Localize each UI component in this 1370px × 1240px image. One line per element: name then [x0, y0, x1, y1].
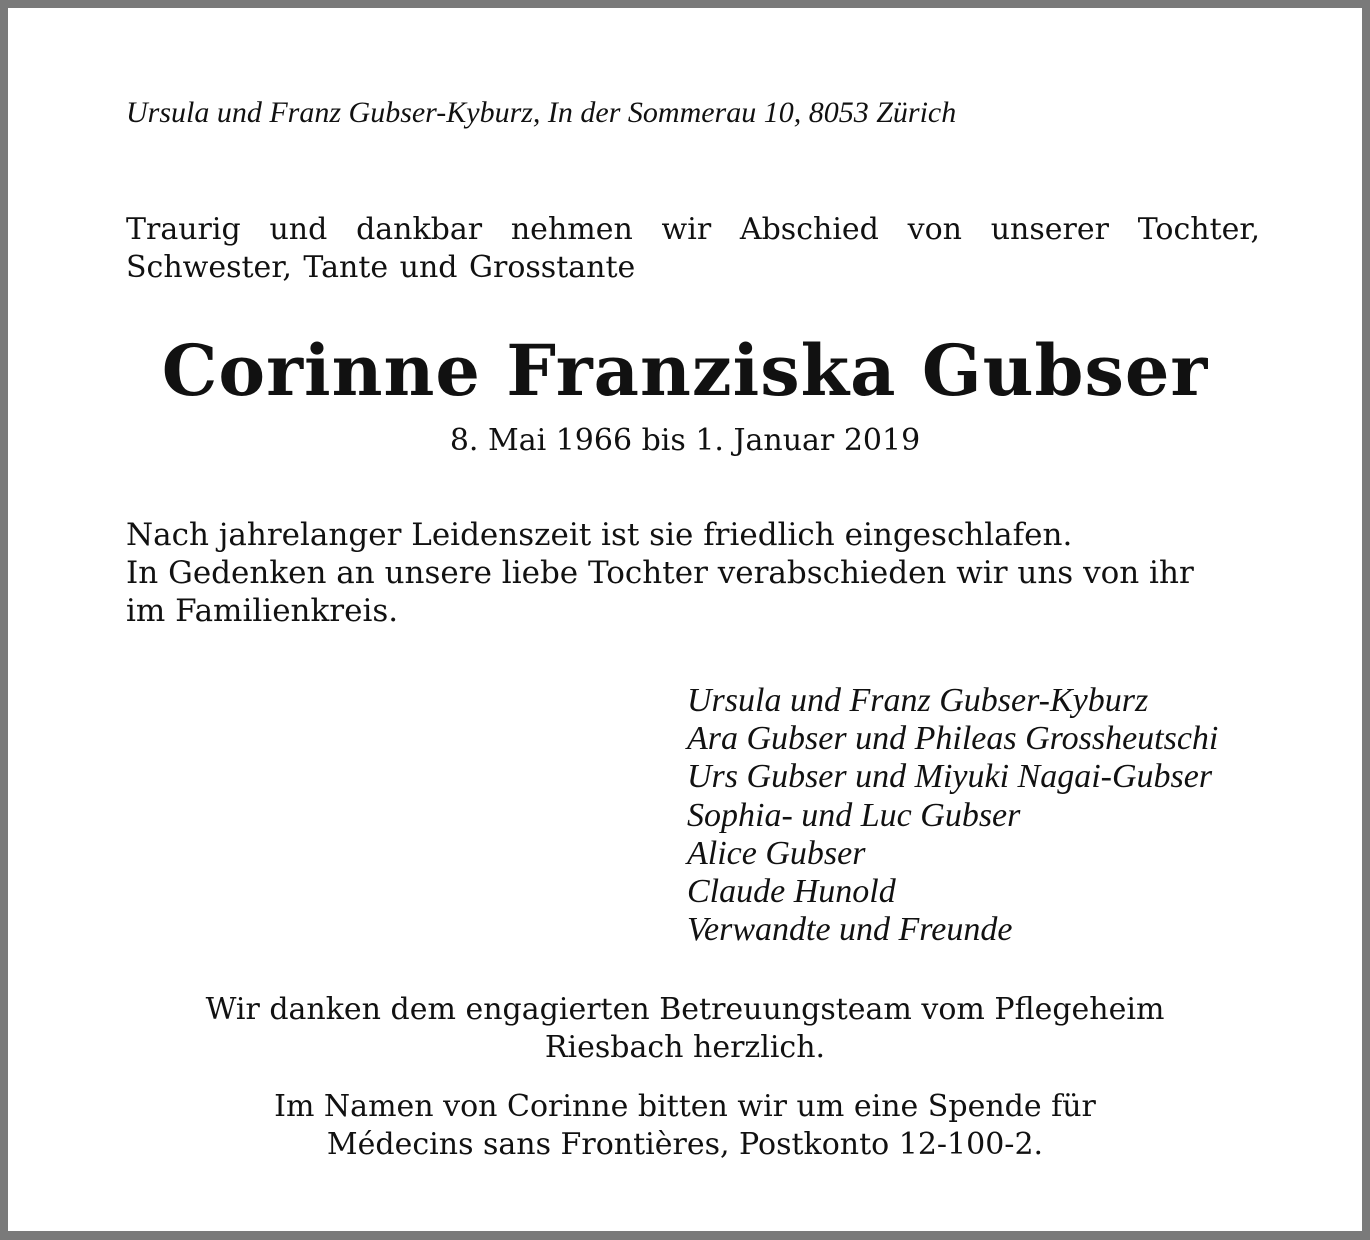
farewell-message [126, 516, 1276, 630]
mourner-name: Ursula und Franz Gubser-Kyburz [687, 682, 1149, 719]
message-line: im Familienkreis. [126, 593, 399, 629]
donation-request [8, 1088, 1362, 1164]
mourners-list [687, 682, 1218, 949]
message-line: Nach jahrelanger Leidenszeit ist sie friedlich eingeschlafen. [126, 517, 1073, 553]
thanks-line: Riesbach herzlich. [544, 1030, 826, 1065]
mourner-name: Urs Gubser und Miyuki Nagai-Gubser [687, 758, 1213, 796]
intro-line: Schwester, Tante und Grosstante [126, 250, 636, 285]
message-line: In Gedenken an unsere liebe Tochter verabschieden wir uns von ihr [126, 555, 1194, 591]
deceased-name: Corinne Franziska Gubser [161, 329, 1209, 412]
intro-line: Traurig und dankbar nehmen wir Abschied von unserer Tochter, [126, 212, 1260, 247]
thanks-text [8, 991, 1362, 1067]
donation-line: Im Namen von Corinne bitten wir um eine Spende für [274, 1089, 1096, 1124]
mourner-name: Alice Gubser [687, 834, 866, 872]
mourner-name: Claude Hunold [687, 873, 896, 911]
intro-text [126, 211, 1260, 287]
mourner-name: Verwandte und Freunde [687, 911, 1013, 949]
thanks-line: Wir danken dem engagierten Betreuungsteam vom Pflegeheim [205, 992, 1165, 1027]
family-address: Ursula und Franz Gubser-Kyburz, In der Sommerau 10, 8053 Zürich [126, 96, 957, 129]
mourner-name: Sophia- und Luc Gubser [687, 796, 1021, 834]
mourner-name: Ara Gubser und Phileas Grossheutschi [687, 720, 1219, 758]
life-dates: 8. Mai 1966 bis 1. Januar 2019 [449, 423, 921, 458]
donation-line: Médecins sans Frontières, Postkonto 12-100-2. [326, 1127, 1044, 1162]
